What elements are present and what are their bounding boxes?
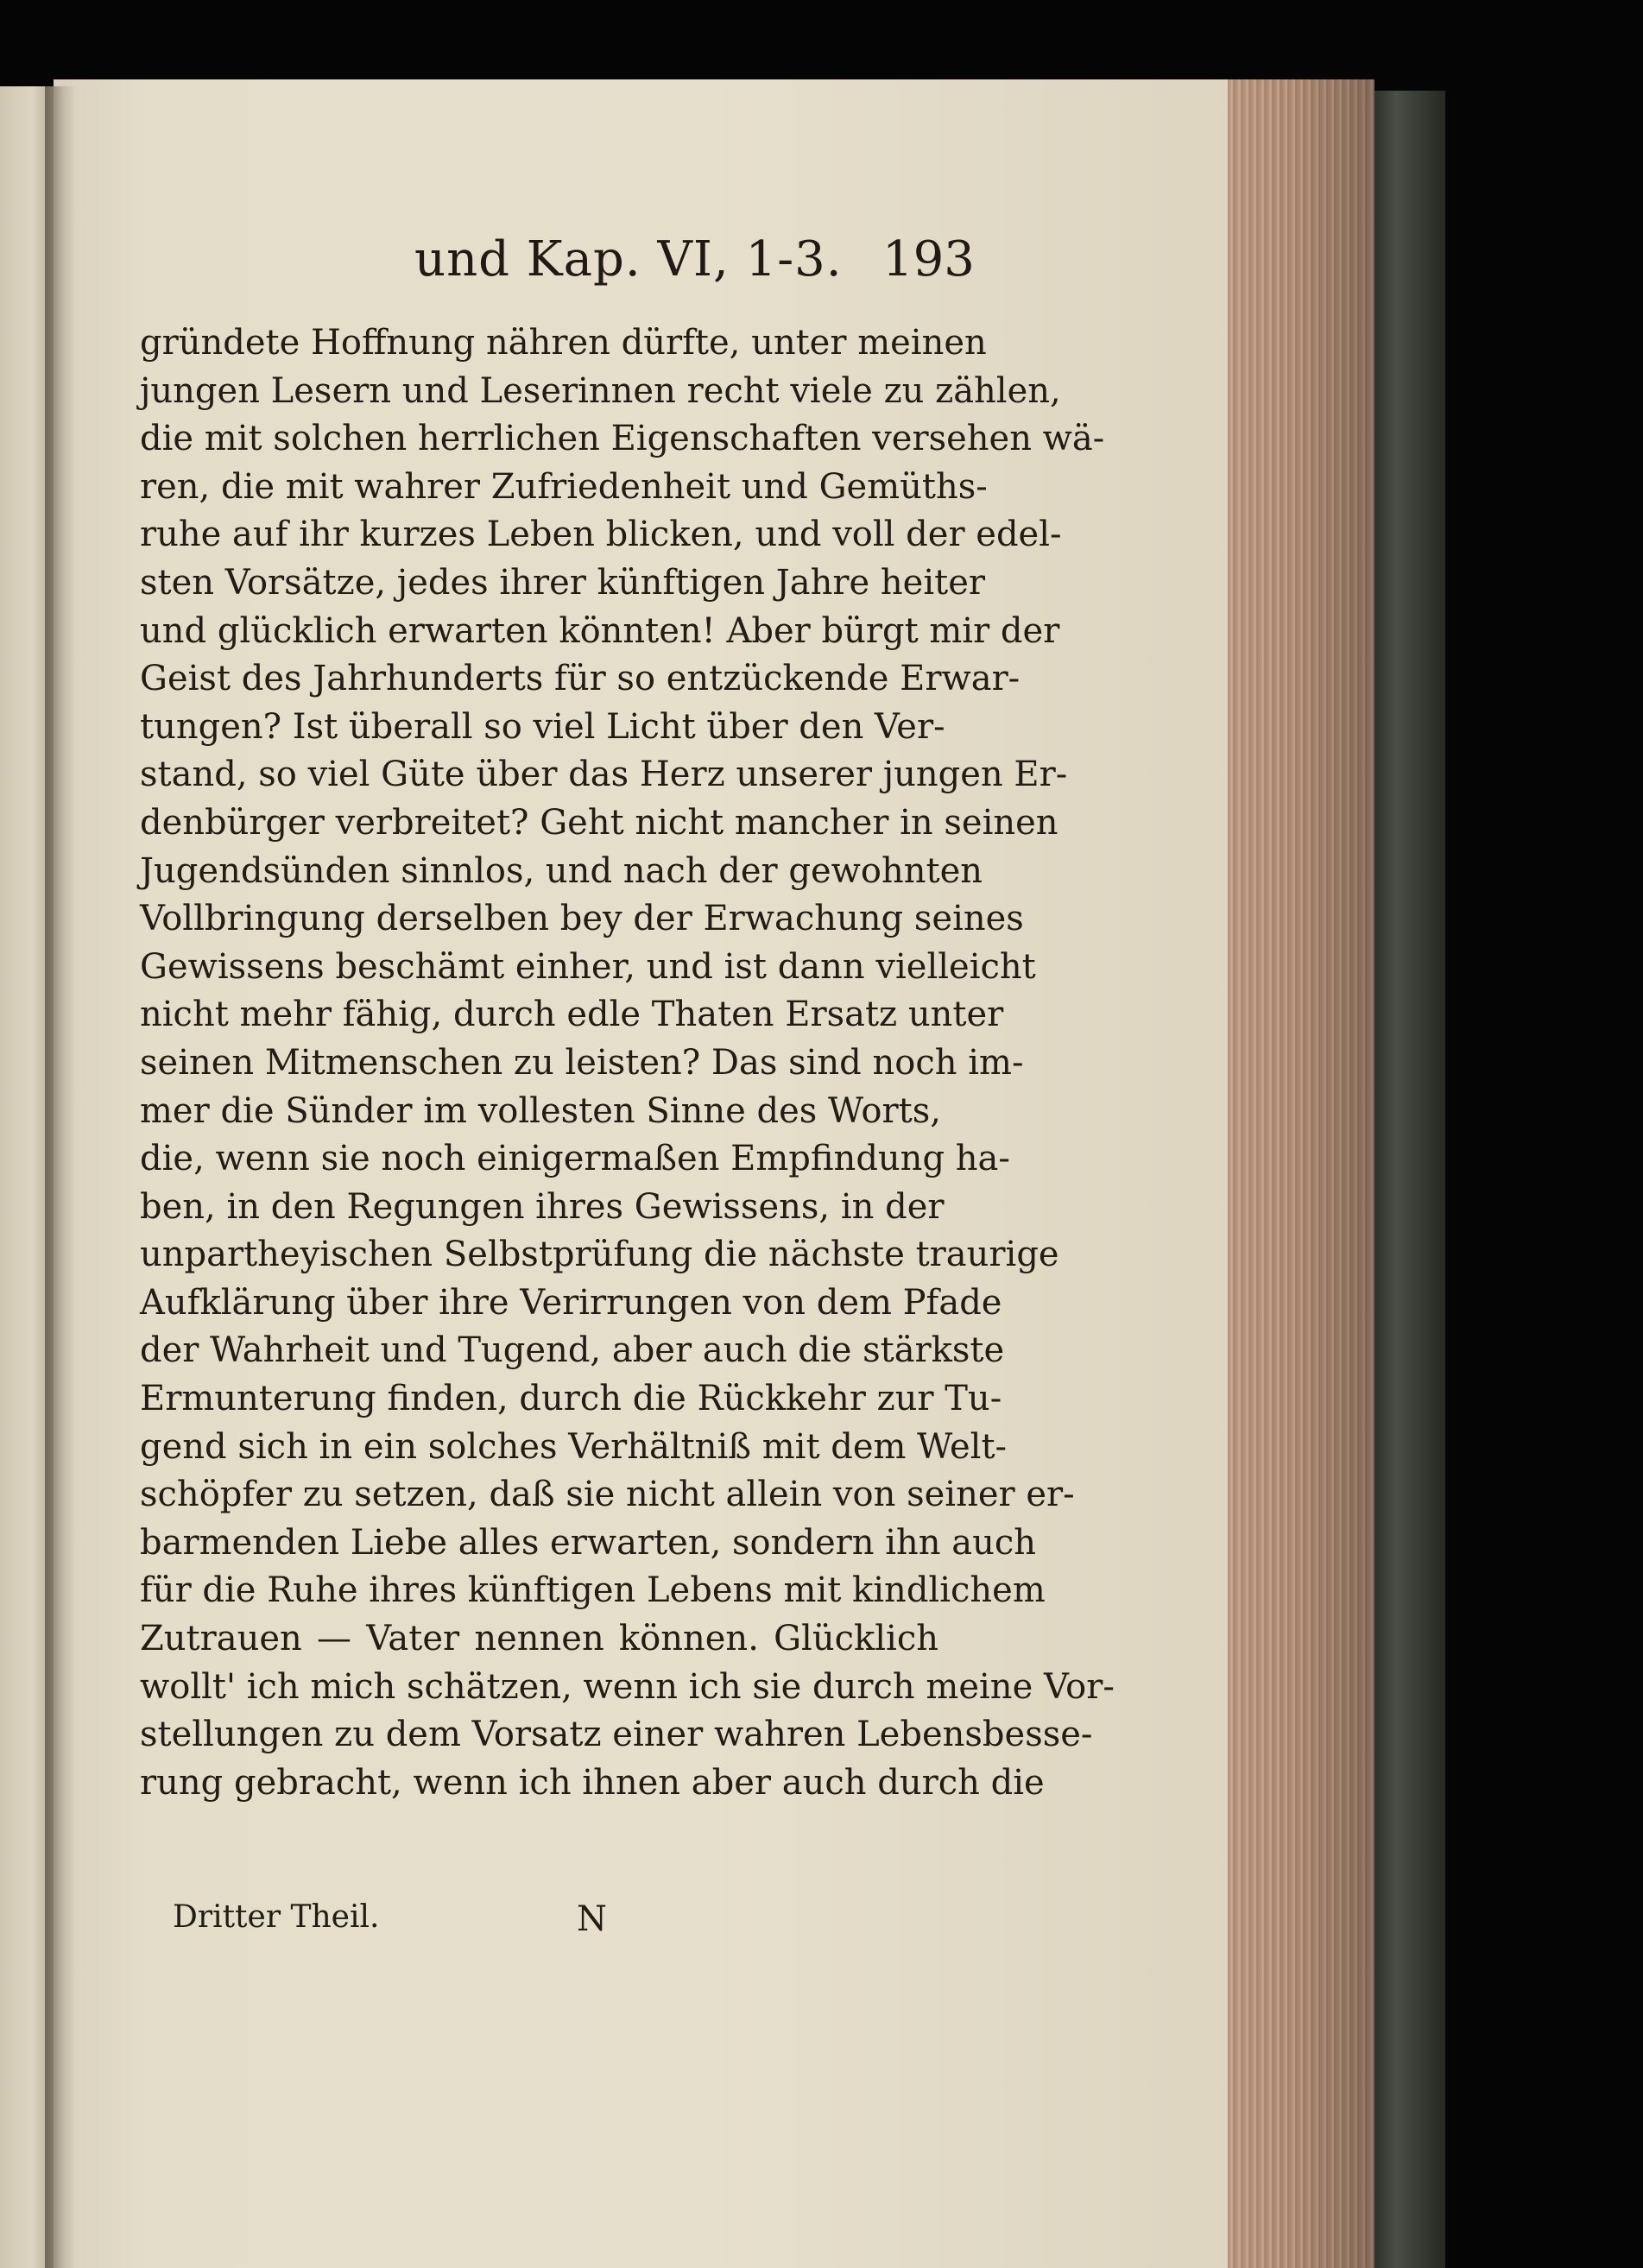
text-line: Aufklärung über ihre Verirrungen von dem Pfade (140, 1282, 1002, 1323)
text-line: rung gebracht, wenn ich ihnen aber auch durch die (140, 1762, 1045, 1803)
text-line: ruhe auf ihr kurzes Leben blicken, und voll der edel- (140, 515, 1062, 555)
text-line: Vollbringung derselben bey der Erwachung seines (140, 899, 1024, 939)
text-line: jungen Lesern und Leserinnen recht viele zu zählen, (140, 370, 1061, 411)
text-line: und glücklich erwarten könnten! Aber bürgt mir der (140, 610, 1060, 651)
text-line: stand, so viel Güte über das Herz unserer jungen Er- (140, 755, 1068, 795)
page-number: 193 (882, 231, 975, 287)
text-line: barmenden Liebe alles erwarten, sondern ihn auch (140, 1522, 1037, 1563)
running-head: und Kap. VI, 1-3. (414, 231, 843, 287)
text-line: Ermunterung finden, durch die Rückkehr zur Tu- (140, 1379, 1002, 1419)
text-line: stellungen zu dem Vorsatz einer wahren Lebensbesse- (140, 1715, 1093, 1755)
text-line: mer die Sünder im vollesten Sinne des Worts, (140, 1090, 941, 1131)
text-line: gend sich in ein solches Verhältniß mit dem Welt- (140, 1426, 1008, 1467)
text-line: Gewissens beschämt einher, und ist dann vielleicht (140, 946, 1036, 987)
text-line: ren, die mit wahrer Zufriedenheit und Gemüths- (140, 466, 988, 507)
text-line: Jugendsünden sinnlos, und nach der gewohnten (140, 850, 983, 891)
text-line: gründete Hoffnung nähren dürfte, unter meinen (140, 323, 987, 363)
text-line: die, wenn sie noch einigermaßen Empfindung ha- (140, 1139, 1010, 1179)
text-line: der Wahrheit und Tugend, aber auch die stärkste (140, 1330, 1005, 1371)
signature-label: Dritter Theil. (173, 1899, 380, 1935)
text-line: tungen? Ist überall so viel Licht über den Ver- (140, 706, 945, 747)
text-line: für die Ruhe ihres künftigen Lebens mit kindlichem (140, 1570, 1046, 1611)
text-line: Zutrauen — Vater nennen können. Glücklich (140, 1619, 938, 1659)
signature-mark: N (577, 1899, 607, 1939)
text-line: sten Vorsätze, jedes ihrer künftigen Jahre heiter (140, 562, 986, 603)
text-line: denbürger verbreitet? Geht nicht mancher in seinen (140, 802, 1058, 843)
text-line: seinen Mitmenschen zu leisten? Das sind noch im- (140, 1042, 1024, 1083)
page-footer (0, 1899, 1643, 1951)
page-header (0, 231, 1643, 309)
text-line: wollt' ich mich schätzen, wenn ich sie durch meine Vor- (140, 1666, 1115, 1707)
body-text (140, 319, 1115, 1807)
text-line: ben, in den Regungen ihres Gewissens, in der (140, 1186, 945, 1227)
text-line: nicht mehr fähig, durch edle Thaten Ersatz unter (140, 995, 1004, 1035)
text-line: Geist des Jahrhunderts für so entzückende Erwar- (140, 659, 1021, 699)
text-line: unpartheyischen Selbstprüfung die nächste traurige (140, 1235, 1059, 1275)
text-line: schöpfer zu setzen, daß sie nicht allein von seiner er- (140, 1475, 1075, 1515)
text-line: die mit solchen herrlichen Eigenschaften versehen wä- (140, 419, 1105, 459)
